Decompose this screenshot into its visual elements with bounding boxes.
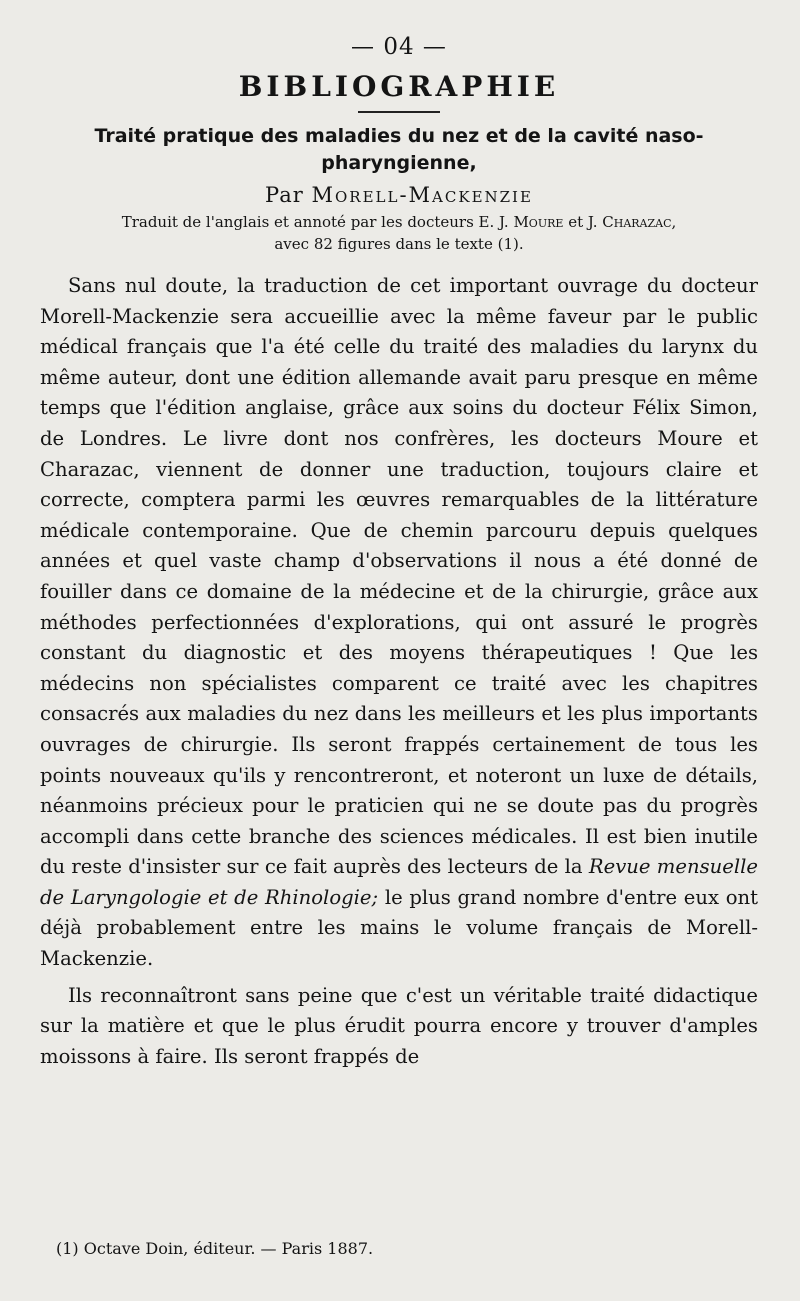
review-body	[40, 271, 758, 1072]
figures-note: avec 82 figures dans le texte (1).	[274, 235, 524, 253]
paragraph-1	[40, 271, 758, 975]
paragraph-1-text: Sans nul doute, la traduction de cet important ouvrage du docteur Morell-Mackenzie sera accueillie avec la même faveur par le public médical français que l'a été celle du traité des maladies du larynx du même auteur, dont une édition allemande avait paru presque en même temps que l'édition anglaise, grâce aux soins du docteur Félix Simon, de Londres. Le livre dont nos confrères, les docteurs Moure et Charazac, viennent de donner une traduction, toujours claire et correcte, comptera parmi les œuvres remarquables de la littérature médicale contemporaine. Que de chemin parcouru depuis quelques années et quel vaste champ d'observations il nous a été donné de fouiller dans ce domaine de la médecine et de la chirurgie, grâce aux méthodes perfectionnées d'explorations, qui ont assuré le progrès constant du diagnostic et des moyens thérapeutiques ! Que les médecins non spécialistes comparent ce traité avec les chapitres consacrés aux maladies du nez dans les meilleurs et les plus importants ouvrages de chirurgie. Ils seront frappés certainement de tous les points nouveaux qu'ils y rencontreront, et noteront un luxe de détails, néanmoins précieux pour le praticien qui ne se doute pas du progrès accompli dans cette branche des sciences médicales. Il est bien inutile du reste d'insister sur ce fait auprès des lecteurs de la	[40, 274, 758, 879]
section-title: BIBLIOGRAPHIE	[238, 70, 560, 103]
translator-name-moure: Moure	[513, 213, 564, 231]
paragraph-1-end: le plus grand nombre d'entre eux ont déjà probablement entre les mains le volume français de Morell-Mackenzie.	[40, 885, 758, 971]
paragraph-2: Ils reconnaîtront sans peine que c'est un véritable traité didactique sur la matière et que le plus érudit pourra encore y trouver d'amples moissons à faire. Ils seront frappés de	[40, 983, 758, 1068]
author-line	[40, 183, 758, 207]
translator-and: et J.	[568, 213, 598, 231]
journal-title: Revue mensuelle de Laryngologie et de Rhinologie;	[40, 855, 758, 909]
translator-line	[40, 211, 758, 255]
translator-name-charazac: Charazac,	[602, 213, 677, 231]
page-number: — 04 —	[351, 34, 447, 60]
footnote: (1) Octave Doin, éditeur. — Paris 1887.	[56, 1239, 374, 1258]
translator-text: Traduit de l'anglais et annoté par les docteurs E. J.	[121, 213, 509, 231]
author-name: Morell-Mackenzie	[311, 183, 533, 207]
author-prefix: Par	[265, 183, 304, 207]
work-title: Traité pratique des maladies du nez et de la cavité naso-pharyngienne,	[94, 125, 704, 174]
title-rule	[358, 111, 440, 113]
